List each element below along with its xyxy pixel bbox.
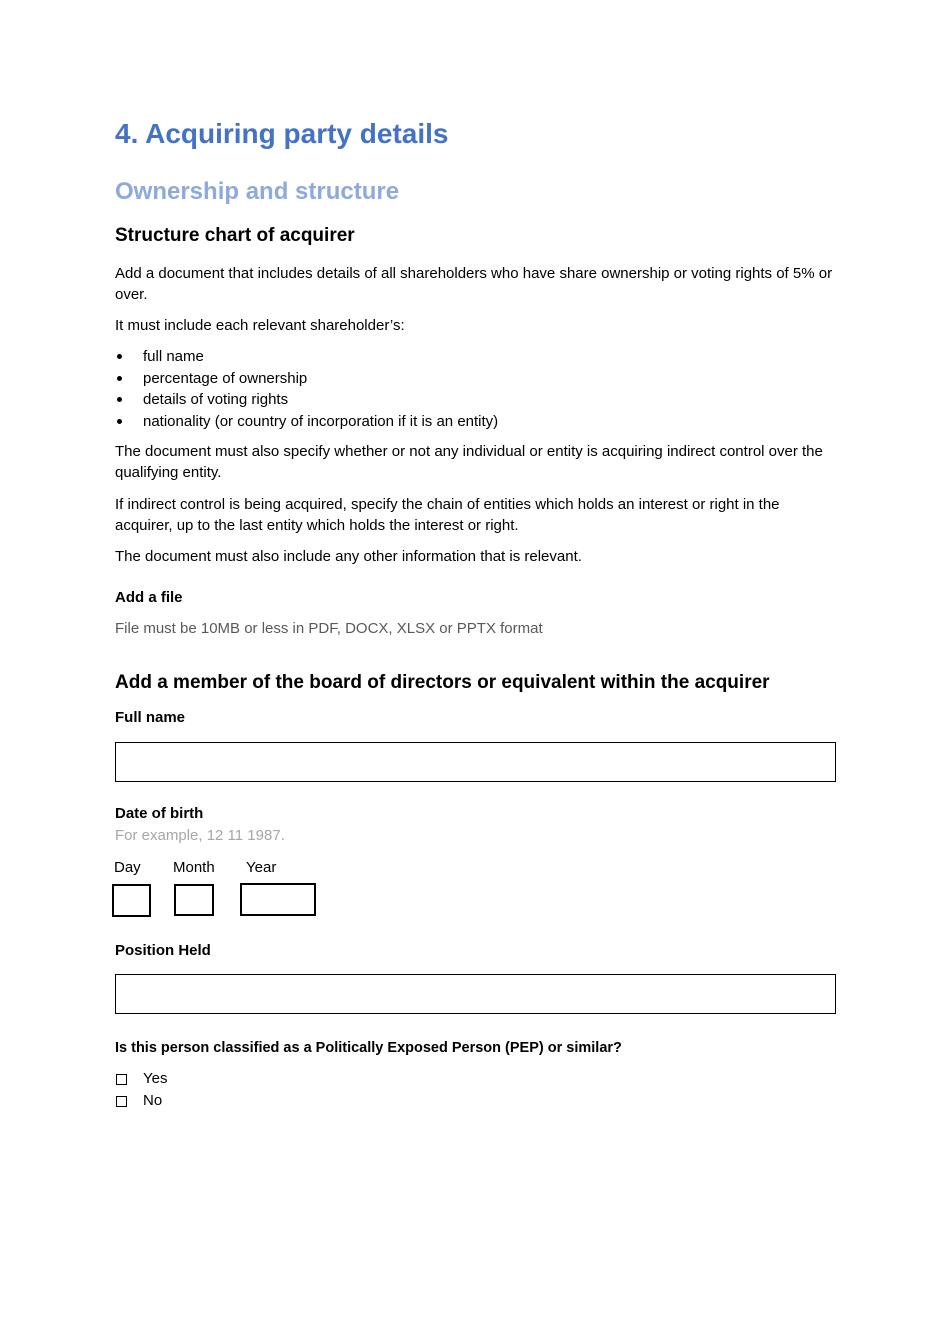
date-of-birth-label: Date of birth (115, 805, 204, 822)
list-item: details of voting rights (115, 389, 498, 411)
position-held-label: Position Held (115, 942, 211, 959)
year-label: Year (246, 859, 277, 876)
full-name-label: Full name (115, 709, 186, 726)
entity-chain-paragraph: If indirect control is being acquired, specify the chain of entities which holds an interest or right in the acquirer, up to the last entity which holds the interest or right. (115, 496, 780, 534)
intro-paragraph: Add a document that includes details of all shareholders who have share ownership or voting rights of 5% or over. (115, 265, 833, 303)
list-intro: It must include each relevant shareholder’s: (115, 317, 405, 334)
year-input[interactable] (240, 883, 316, 916)
full-name-input[interactable] (115, 742, 836, 782)
position-held-input[interactable] (115, 974, 836, 1014)
pep-question: Is this person classified as a Politically Exposed Person (PEP) or similar? (115, 1040, 622, 1056)
subsection-title: Ownership and structure (115, 178, 400, 205)
checkbox-icon[interactable] (116, 1096, 127, 1107)
pep-option-no[interactable] (115, 1092, 195, 1113)
section-title: 4. Acquiring party details (115, 118, 449, 149)
structure-chart-heading: Structure chart of acquirer (115, 225, 355, 246)
list-item: full name (115, 346, 498, 368)
list-item: nationality (or country of incorporation if it is an entity) (115, 411, 498, 433)
shareholder-details-list (115, 346, 498, 432)
pep-option-no-label: No (143, 1092, 163, 1109)
indirect-control-paragraph: The document must also specify whether or not any individual or entity is acquiring indirect control over the qualifying entity. (115, 443, 823, 481)
date-of-birth-hint: For example, 12 11 1987. (115, 827, 285, 844)
board-member-heading: Add a member of the board of directors or equivalent within the acquirer (115, 672, 770, 693)
file-format-hint: File must be 10MB or less in PDF, DOCX, XLSX or PPTX format (115, 620, 543, 637)
add-file-label: Add a file (115, 589, 183, 606)
other-info-paragraph: The document must also include any other information that is relevant. (115, 548, 582, 565)
day-label: Day (114, 859, 141, 876)
pep-option-yes[interactable] (115, 1070, 195, 1091)
month-input[interactable] (174, 884, 214, 916)
pep-option-yes-label: Yes (143, 1070, 168, 1087)
checkbox-icon[interactable] (116, 1074, 127, 1085)
list-item: percentage of ownership (115, 368, 498, 390)
day-input[interactable] (112, 884, 151, 917)
month-label: Month (173, 859, 215, 876)
